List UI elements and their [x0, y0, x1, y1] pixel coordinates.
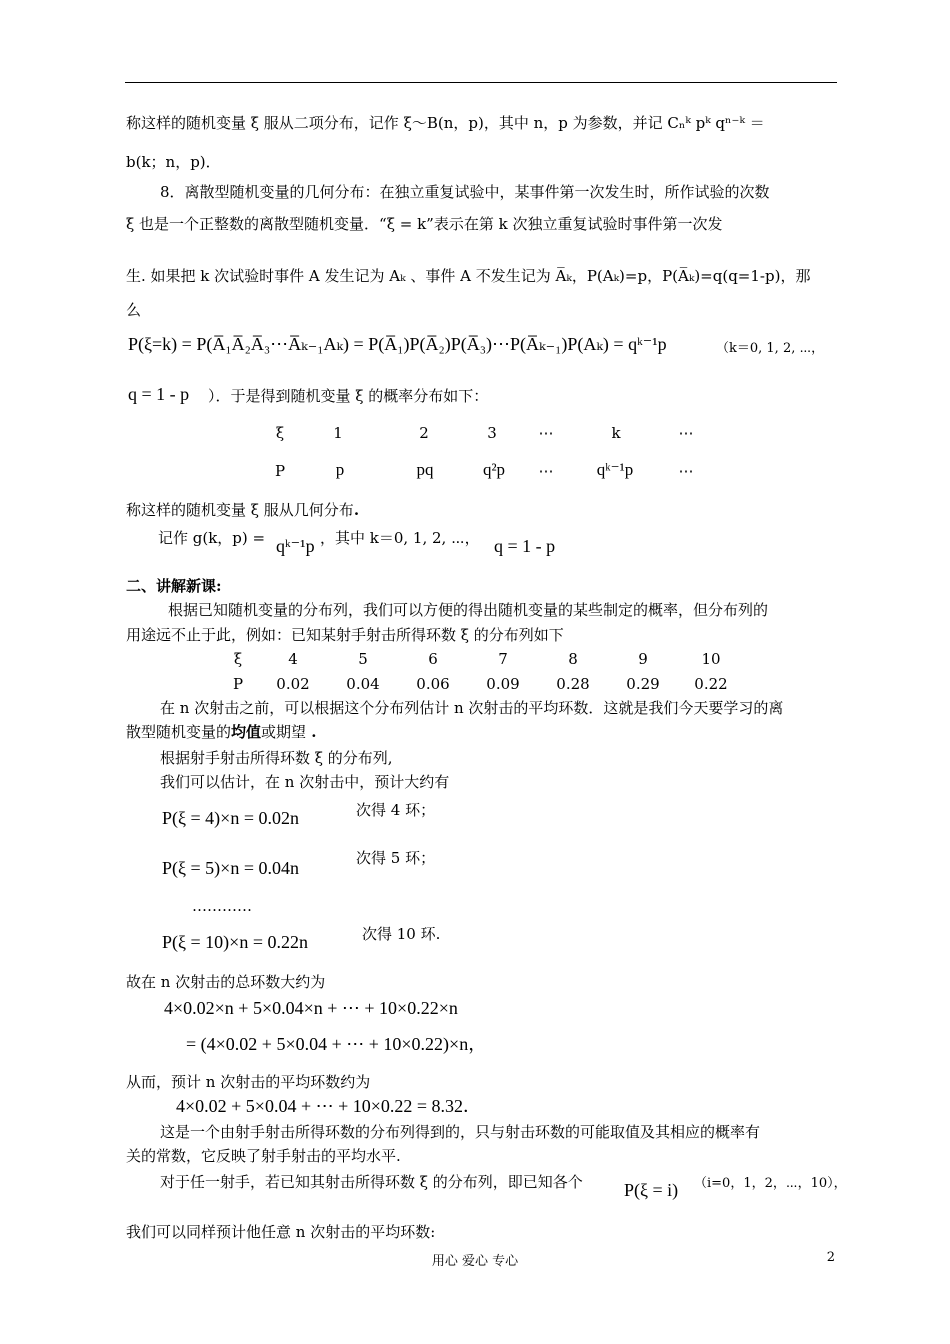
text-i-range: （i=0，1，2，⋯，10）， [694, 1176, 847, 1191]
text-line-geometric-def-4: 么 [126, 301, 142, 319]
shot-table-cell: 10 [701, 650, 721, 668]
formula-geometric-range: （k＝0, 1, 2, ⋯， [716, 341, 825, 356]
geo-table-cell: ξ [275, 424, 285, 442]
geo-table-cell: ⋯ [678, 462, 694, 480]
geo-table-cell: qᵏ⁻¹p [596, 460, 634, 479]
formula-estimate-4: P(ξ = 4)×n = 0.02n [162, 808, 299, 828]
text-line-average: 从而，预计 n 次射击的平均环数约为 [126, 1073, 371, 1091]
ellipsis-line: ………… [192, 897, 252, 915]
geo-table-cell: 2 [419, 424, 429, 442]
period-mark: . [353, 501, 360, 519]
shot-table-cell: 0.28 [556, 675, 590, 693]
text-line-binomial: 称这样的随机变量 ξ 服从二项分布，记作 ξ～B(n，p)，其中 n，p 为参数，并记 Cₙᵏ pᵏ qⁿ⁻ᵏ ＝ [126, 114, 765, 132]
geo-table-cell: ⋯ [538, 462, 554, 480]
text-line-geometric-def: 8．离散型随机变量的几何分布：在独立重复试验中，某事件第一次发生时，所作试验的次数 [160, 183, 770, 201]
text-line-binomial-cont: b(k；n，p)． [126, 153, 221, 171]
geo-table-cell: q²p [482, 460, 506, 479]
shot-table-cell: 0.22 [694, 675, 728, 693]
shot-table-cell: 5 [358, 650, 368, 668]
text-prefix: 散型随机变量的 [126, 723, 232, 741]
shot-table-cell: 9 [638, 650, 648, 668]
geo-table-cell: ⋯ [678, 424, 694, 442]
page-number: 2 [826, 1250, 835, 1265]
text-estimate-5: 次得 5 环； [356, 849, 436, 867]
geo-table-cell: pq [416, 460, 434, 479]
text-line-geometric-name [126, 500, 359, 520]
period-mark: . [306, 723, 317, 741]
geo-table-cell: ⋯ [538, 424, 554, 442]
text-line-constant-1: 这是一个由射手射击所得环数的分布列得到的，只与射击环数的可能取值及其相应的概率有 [160, 1123, 761, 1141]
text-line-estimate-3: 根据射手射击所得环数 ξ 的分布列, [160, 749, 393, 767]
header-rule [125, 82, 837, 83]
text-line-distribution-intro: ）．于是得到随机变量 ξ 的概率分布如下： [208, 387, 489, 405]
formula-total-1: 4×0.02×n + 5×0.04×n + ⋯ + 10×0.22×n [164, 998, 458, 1018]
text-line-notation-range: ，其中 k＝0, 1, 2, ⋯， [320, 529, 480, 547]
shot-table-cell: 0.02 [276, 675, 310, 693]
shot-table-cell: ξ [233, 650, 243, 668]
text-line-estimate-4: 我们可以估计，在 n 次射击中，预计大约有 [160, 773, 450, 791]
keyword-mean: 均值 [231, 723, 262, 741]
geometric-name-text: 称这样的随机变量 ξ 服从几何分布 [126, 501, 354, 519]
page-footer: 用心 爱心 专心 [431, 1254, 519, 1269]
text-estimate-4: 次得 4 环； [356, 801, 436, 819]
geo-table-cell: p [335, 460, 345, 479]
geo-table-cell: 3 [487, 424, 497, 442]
shot-table-cell: 0.29 [626, 675, 660, 693]
text-line-any-shooter: 对于任一射手，若已知其射击所得环数 ξ 的分布列，即已知各个 [160, 1173, 583, 1191]
formula-estimate-10: P(ξ = 10)×n = 0.22n [162, 932, 308, 952]
formula-geometric-probability: P(ξ=k) = P(A̅₁A̅₂A̅₃⋯A̅ₖ₋₁Aₖ) = P(A̅₁)P(A̅₂)P(A̅₃)⋯P(A̅ₖ₋₁)P(Aₖ) = qᵏ⁻¹p [128, 334, 667, 354]
shot-table-cell: P [232, 675, 244, 693]
formula-q-definition-2: q = 1 - p [494, 536, 556, 556]
shot-table-cell: 6 [428, 650, 438, 668]
formula-average: 4×0.02 + 5×0.04 + ⋯ + 10×0.22 = 8.32． [176, 1096, 482, 1116]
text-line-intro-1: 根据已知随机变量的分布列，我们可以方便的得出随机变量的某些制定的概率，但分布列的 [168, 601, 769, 619]
formula-total-2: = (4×0.02 + 5×0.04 + ⋯ + 10×0.22)×n， [186, 1034, 487, 1054]
geo-table-cell: k [611, 424, 621, 442]
text-line-intro-2: 用途远不止于此，例如：已知某射手射击所得环数 ξ 的分布列如下 [126, 626, 564, 644]
shot-table-cell: 0.09 [486, 675, 520, 693]
text-line-constant-2: 关的常数，它反映了射手射击的平均水平. [126, 1147, 401, 1165]
shot-table-cell: 7 [498, 650, 508, 668]
shot-table-cell: 0.06 [416, 675, 450, 693]
formula-p-xi-i: P(ξ = i) [624, 1180, 679, 1200]
formula-q-definition: q = 1 - p [128, 384, 190, 404]
shot-table-cell: 4 [288, 650, 298, 668]
text-line-estimate-1: 在 n 次射击之前，可以根据这个分布列估计 n 次射击的平均环数．这就是我们今天要学习的离 [160, 699, 784, 717]
section-heading: 二、讲解新课: [126, 577, 222, 595]
text-line-predict: 我们可以同样预计他任意 n 次射击的平均环数: [126, 1223, 436, 1241]
text-line-notation: 记作 g(k，p) = [158, 529, 266, 547]
geo-table-cell: P [274, 462, 286, 480]
formula-notation-value: qᵏ⁻¹p [276, 536, 315, 556]
text-line-total: 故在 n 次射击的总环数大约为 [126, 973, 326, 991]
formula-estimate-5: P(ξ = 5)×n = 0.04n [162, 858, 299, 878]
geo-table-cell: 1 [333, 424, 343, 442]
shot-table-cell: 0.04 [346, 675, 380, 693]
shot-table-cell: 8 [568, 650, 578, 668]
text-estimate-10: 次得 10 环. [362, 925, 441, 943]
text-line-geometric-def-2: ξ 也是一个正整数的离散型随机变量．“ξ = k”表示在第 k 次独立重复试验时事件第一次发 [126, 215, 723, 233]
keyword-expectation: 或期望 [261, 723, 307, 741]
text-line-estimate-2 [126, 722, 317, 742]
text-line-geometric-def-3: 生. 如果把 k 次试验时事件 A 发生记为 Aₖ 、事件 A 不发生记为 A̅ₖ，P(Aₖ)=p，P(A̅ₖ)=q(q=1-p)，那 [126, 267, 811, 285]
